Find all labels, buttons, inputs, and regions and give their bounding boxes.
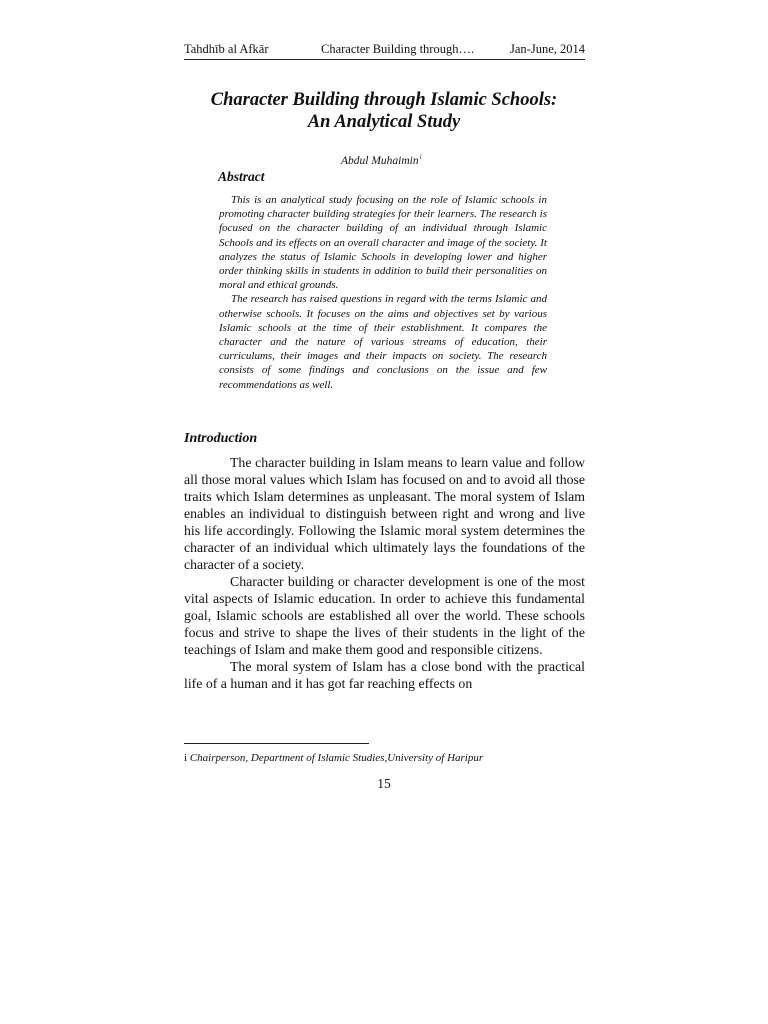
footnote — [184, 752, 483, 764]
introduction-body — [184, 454, 585, 692]
abstract-heading: Abstract — [218, 169, 265, 184]
introduction-heading: Introduction — [184, 431, 258, 446]
body-paragraph: The character building in Islam means to learn value and follow all those moral values which Islam has focused on and to avoid all those traits which Islam determines as unpleasant. The moral system of Islam enables an individual to distinguish between right and wrong and live his life accordingly. Following the Islamic moral system determines the character of an individual which ultimately lays the foundations of the character of a society. — [184, 455, 585, 572]
author-footnote-marker: i — [419, 153, 422, 161]
page-number: 15 — [377, 776, 391, 791]
footnote-marker: i — [184, 752, 188, 764]
author-name: Abdul Muhaimin — [341, 155, 419, 167]
abstract-paragraph: This is an analytical study focusing on the role of Islamic schools in promoting character building strategies for their learners. The research is focused on the character building of an individual through Islamic Schools and its effects on an overall character and image of the society. It analyzes the status of Islamic Schools in developing lower and higher order thinking skills in students in addition to build their personalities on moral and ethical grounds. — [219, 194, 547, 292]
title-line-2: An Analytical Study — [307, 112, 461, 132]
body-paragraph: Character building or character development is one of the most vital aspects of Islamic education. In order to achieve this fundamental goal, Islamic schools are established all over the world. These schools focus and strive to shape the lives of their students in the light of the teachings of Islam and make them good and responsible citizens. — [184, 574, 585, 657]
footnote-divider — [184, 743, 369, 744]
author-byline — [341, 153, 422, 167]
abstract-paragraph: The research has raised questions in regard with the terms Islamic and otherwise schools. It focuses on the aims and objectives set by various Islamic schools at the time of their establishment. It compares the character and the nature of various streams of education, their curriculums, their images and their impacts on society. The research consists of some findings and conclusions on the issue and few recommendations as well. — [219, 293, 547, 391]
journal-name: Tahdhīb al Afkār — [184, 42, 269, 56]
title-line-1: Character Building through Islamic Schools: — [210, 90, 558, 110]
paper-title — [170, 89, 598, 133]
body-paragraph: The moral system of Islam has a close bond with the practical life of a human and it has got far reaching effects on — [184, 659, 585, 691]
issue-date: Jan-June, 2014 — [510, 42, 585, 56]
running-header — [184, 41, 585, 60]
abstract-body — [219, 193, 547, 392]
footnote-text: Chairperson, Department of Islamic Studies,University of Haripur — [189, 752, 484, 764]
running-title: Character Building through…. — [321, 42, 475, 56]
